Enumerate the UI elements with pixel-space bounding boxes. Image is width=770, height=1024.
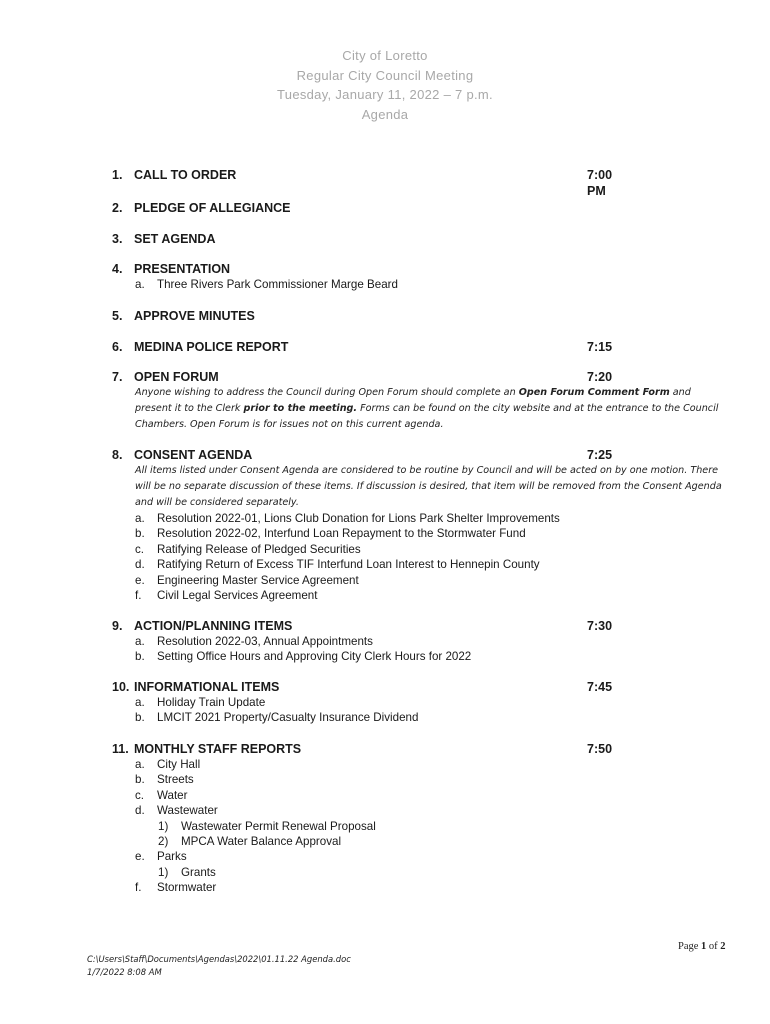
sub-item-letter: a.: [135, 758, 145, 771]
sub-item-letter: b.: [135, 527, 145, 541]
item-number: 11.: [112, 742, 129, 756]
document-header: [0, 46, 770, 124]
item-time: 7:25: [587, 448, 613, 462]
sub-item: [135, 557, 722, 572]
item-number: 3.: [112, 232, 123, 246]
item-title: INFORMATIONAL ITEMS: [134, 680, 280, 694]
item-number: 2.: [112, 201, 123, 215]
agenda-item-police-report: [112, 339, 722, 355]
item-number: 6.: [112, 340, 123, 354]
item-title: MONTHLY STAFF REPORTS: [134, 742, 302, 756]
agenda-item-staff-reports: [112, 741, 722, 896]
item-number: 5.: [112, 309, 123, 323]
sub-item: [135, 849, 722, 864]
agenda-item-heading: [112, 167, 613, 198]
sub-item-text: Ratifying Return of Excess TIF Interfund Loan Interest to Hennepin County: [157, 558, 540, 572]
sub-item-letter: a.: [135, 512, 145, 525]
sub-item-text: Ratifying Release of Pledged Securities: [157, 542, 361, 556]
item-title: CONSENT AGENDA: [134, 448, 253, 462]
page-label: Page: [678, 941, 699, 952]
item-title: MEDINA POLICE REPORT: [134, 340, 289, 354]
item-title: CALL TO ORDER: [134, 168, 237, 182]
agenda-item-informational: [112, 679, 722, 726]
sub-item-letter: a.: [135, 635, 145, 648]
sub-item-letter: b.: [135, 711, 145, 725]
item-title: PLEDGE OF ALLEGIANCE: [134, 201, 291, 215]
sub-item-letter: d.: [135, 558, 145, 572]
item-title: SET AGENDA: [134, 232, 216, 246]
sub-item-text: Parks: [157, 850, 187, 864]
sub-item-text: Holiday Train Update: [157, 696, 266, 709]
note-bold-deadline: prior to the meeting.: [243, 403, 358, 414]
item-time: 7:00 PM: [587, 168, 613, 198]
item-number: 4.: [112, 262, 123, 276]
sub-item-text: Setting Office Hours and Approving City Clerk Hours for 2022: [157, 650, 472, 664]
item-number: 7.: [112, 370, 123, 384]
sub-item-letter: b.: [135, 773, 145, 787]
sub-item: [135, 573, 722, 588]
consent-agenda-note: All items listed under Consent Agenda are considered to be routine by Council and will be acted on by one motion. There will be no separate discussion of these items. If discussion is desired, that item will be removed from the Consent Agenda and will be considered separately.: [135, 465, 722, 508]
sub-sub-item-text: Wastewater Permit Renewal Proposal: [181, 819, 376, 833]
sub-item-letter: c.: [135, 788, 145, 802]
item-number: 8.: [112, 448, 123, 462]
print-timestamp: 1/7/2022 8:08 AM: [87, 967, 162, 977]
item-time: 7:50: [587, 742, 613, 756]
item-time: 7:30: [587, 619, 613, 633]
meeting-date: Tuesday, January 11, 2022 – 7 p.m.: [277, 87, 493, 102]
agenda-item-heading: [112, 618, 722, 634]
sub-sub-item-number: 1): [158, 865, 169, 879]
agenda-item-action-planning: [112, 618, 722, 665]
sub-item-text: Three Rivers Park Commissioner Marge Beard: [157, 278, 398, 291]
sub-item-text: Resolution 2022-02, Interfund Loan Repayment to the Stormwater Fund: [157, 527, 526, 541]
sub-item: [135, 710, 722, 725]
document-footer: [87, 953, 351, 979]
item-number: 9.: [112, 619, 123, 633]
agenda-item-pledge: [112, 200, 291, 216]
sub-item-text: Water: [157, 788, 188, 802]
sub-item-letter: c.: [135, 542, 145, 556]
agenda-item-heading: [112, 679, 722, 695]
sub-item: [135, 649, 722, 664]
item-title: OPEN FORUM: [134, 370, 219, 384]
sub-item-text: Civil Legal Services Agreement: [157, 589, 318, 603]
item-title: APPROVE MINUTES: [134, 309, 255, 323]
sub-sub-item-number: 1): [158, 819, 169, 833]
agenda-item-heading: [112, 200, 291, 216]
sub-sub-item: [158, 819, 722, 834]
page-number: [678, 941, 726, 952]
agenda-item-heading: [112, 261, 398, 277]
sub-item-letter: e.: [135, 573, 145, 587]
open-forum-note: [135, 385, 725, 433]
sub-item-text: City Hall: [157, 758, 201, 771]
agenda-item-heading: [112, 447, 722, 463]
agenda-item-open-forum: [112, 369, 722, 433]
note-text: Forms can be found on the city website and at the entrance to the Council Chambers. Open Forum is for issues not on this current agenda.: [135, 403, 719, 430]
city-name: City of Loretto: [342, 48, 428, 63]
sub-item-text: Wastewater: [157, 804, 218, 818]
page-of: of: [708, 941, 718, 952]
agenda-item-consent-agenda: [112, 447, 722, 603]
item-time: 7:15: [587, 340, 613, 354]
agenda-item-heading: [112, 231, 216, 247]
agenda-item-heading: [112, 308, 255, 324]
page-current: 1: [701, 941, 707, 952]
sub-sub-item-text: MPCA Water Balance Approval: [181, 835, 342, 849]
note-bold-form-name: Open Forum Comment Form: [518, 387, 670, 398]
sub-item-text: Streets: [157, 773, 194, 787]
sub-sub-item: [158, 834, 722, 849]
agenda-item-set-agenda: [112, 231, 216, 247]
sub-item-letter: f.: [135, 881, 142, 895]
sub-item: [135, 634, 722, 649]
agenda-item-heading: [112, 741, 722, 757]
meeting-title: Regular City Council Meeting: [296, 67, 474, 83]
sub-item: [135, 757, 722, 772]
sub-item: [135, 695, 722, 710]
note-text: and present it to the Clerk: [135, 387, 691, 414]
agenda-item-call-to-order: [112, 167, 613, 198]
note-text: Anyone wishing to address the Council during Open Forum should complete an: [135, 387, 519, 398]
item-title: ACTION/PLANNING ITEMS: [134, 619, 293, 633]
sub-sub-item: [158, 865, 722, 880]
sub-item: [135, 772, 722, 787]
sub-item: [135, 788, 722, 803]
sub-item-letter: a.: [135, 696, 145, 709]
agenda-item-approve-minutes: [112, 308, 255, 324]
item-time: 7:20: [587, 370, 613, 384]
sub-item-text: Stormwater: [157, 881, 217, 895]
item-title: PRESENTATION: [134, 262, 231, 276]
sub-item: [135, 277, 398, 292]
item-number: 10.: [112, 680, 130, 694]
sub-item-letter: b.: [135, 650, 145, 664]
item-number: 1.: [112, 168, 123, 182]
sub-sub-item-text: Grants: [181, 865, 216, 879]
sub-item: [135, 803, 722, 818]
sub-sub-item-number: 2): [158, 835, 169, 849]
file-path: C:\Users\Staff\Documents\Agendas\2022\01.11.22 Agenda.doc: [87, 954, 351, 964]
sub-item: [135, 511, 722, 526]
sub-item-text: LMCIT 2021 Property/Casualty Insurance Dividend: [157, 711, 419, 725]
agenda-item-heading: [112, 339, 722, 355]
sub-item: [135, 588, 722, 603]
sub-item-text: Resolution 2022-03, Annual Appointments: [157, 635, 373, 648]
sub-item-letter: a.: [135, 278, 145, 291]
page-total: 2: [720, 941, 726, 952]
sub-item-letter: d.: [135, 804, 145, 818]
sub-item: [135, 880, 722, 895]
sub-item-text: Resolution 2022-01, Lions Club Donation for Lions Park Shelter Improvements: [157, 512, 560, 525]
sub-item-letter: e.: [135, 850, 145, 864]
agenda-item-presentation: [112, 261, 398, 292]
sub-item: [135, 526, 722, 541]
agenda-item-heading: [112, 369, 722, 385]
sub-item-letter: f.: [135, 589, 142, 603]
doc-type: Agenda: [361, 106, 409, 122]
item-time: 7:45: [587, 680, 613, 694]
sub-item: [135, 542, 722, 557]
sub-item-text: Engineering Master Service Agreement: [157, 573, 359, 587]
